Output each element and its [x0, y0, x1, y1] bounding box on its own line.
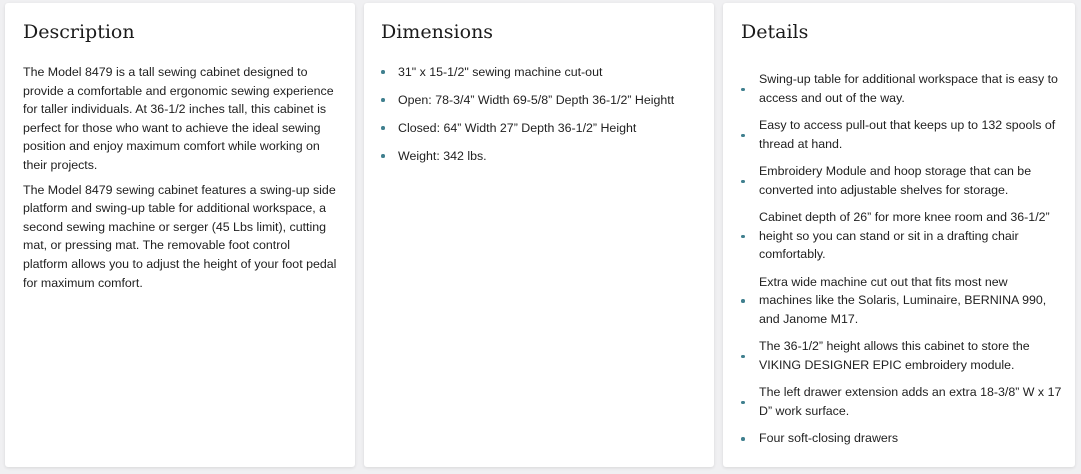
details-item-text: The left drawer extension adds an extra 18-3/8” W x 17 D” work surface.: [759, 385, 1062, 418]
details-item-text: Cabinet depth of 26” for more knee room and 36-1/2” height so you can stand or sit in a drafting chair comfortably.: [759, 210, 1050, 261]
bullet-dot-icon: [741, 134, 745, 138]
dimensions-list-item: [381, 63, 697, 81]
bullet-dot-icon: [741, 88, 745, 92]
details-list-item: [741, 383, 1063, 420]
bullet-dot-icon: [741, 235, 745, 239]
bullet-dot-icon: [741, 299, 745, 303]
bullet-dot-icon: [381, 70, 385, 74]
description-card: [5, 3, 355, 467]
dimensions-title: Dimensions: [381, 21, 494, 43]
dimensions-list-item: [381, 147, 697, 165]
bullet-dot-icon: [381, 98, 385, 102]
details-item-text: Four soft-closing drawers: [759, 431, 899, 445]
dimensions-item-text: Open: 78-3/4” Width 69-5/8” Depth 36-1/2” Heightt: [398, 93, 675, 107]
dimensions-item-text: Closed: 64” Width 27” Depth 36-1/2” Height: [398, 121, 637, 135]
dimensions-item-text: 31" x 15-1/2" sewing machine cut-out: [398, 65, 603, 79]
details-item-text: Embroidery Module and hoop storage that can be converted into adjustable shelves for storage.: [759, 164, 1032, 197]
bullet-dot-icon: [741, 355, 745, 359]
dimensions-list-item: [381, 119, 697, 137]
bullet-dot-icon: [741, 437, 745, 441]
details-item-text: Extra wide machine cut out that fits most new machines like the Solaris, Luminaire, BERNINA 990, and Janome M17.: [759, 274, 1047, 326]
details-list-item: [741, 116, 1063, 153]
description-paragraph: The Model 8479 sewing cabinet features a swing-up side platform and swing-up table for additional workspace, a second sewing machine or serger (45 Lbs limit), cutting mat, or pressing mat. The removable foot control platform allows you to adjust the height of your foot pedal for maximum comfort.: [23, 182, 337, 290]
bullet-dot-icon: [381, 126, 385, 130]
details-list-item: [741, 337, 1063, 374]
details-list: [741, 70, 1063, 448]
dimensions-item-text: Weight: 342 lbs.: [398, 149, 487, 163]
description-paragraph: The Model 8479 is a tall sewing cabinet designed to provide a comfortable and ergonomic sewing experience for taller individuals. At 36-1/2 inches tall, this cabinet is perfect for those who want to achieve the ideal sewing position and enjoy maximum comfort while working on their projects.: [23, 65, 334, 172]
bullet-dot-icon: [741, 401, 745, 405]
details-card: [723, 3, 1075, 467]
dimensions-list: [381, 63, 697, 165]
details-list-item: [741, 162, 1063, 199]
details-title: Details: [741, 21, 809, 43]
details-list-item: [741, 208, 1063, 264]
details-item-text: Easy to access pull-out that keeps up to 132 spools of thread at hand.: [759, 118, 1056, 151]
details-item-text: Swing-up table for additional workspace that is easy to access and out of the way.: [759, 72, 1058, 105]
details-list-item: [741, 429, 1063, 448]
description-title: Description: [23, 21, 135, 43]
details-list-item: [741, 273, 1063, 329]
details-list-item: [741, 70, 1063, 107]
bullet-dot-icon: [381, 154, 385, 158]
dimensions-card: [364, 3, 714, 467]
bullet-dot-icon: [741, 180, 745, 184]
dimensions-list-item: [381, 91, 697, 109]
details-item-text: The 36-1/2” height allows this cabinet to store the VIKING DESIGNER EPIC embroidery module.: [759, 339, 1030, 372]
